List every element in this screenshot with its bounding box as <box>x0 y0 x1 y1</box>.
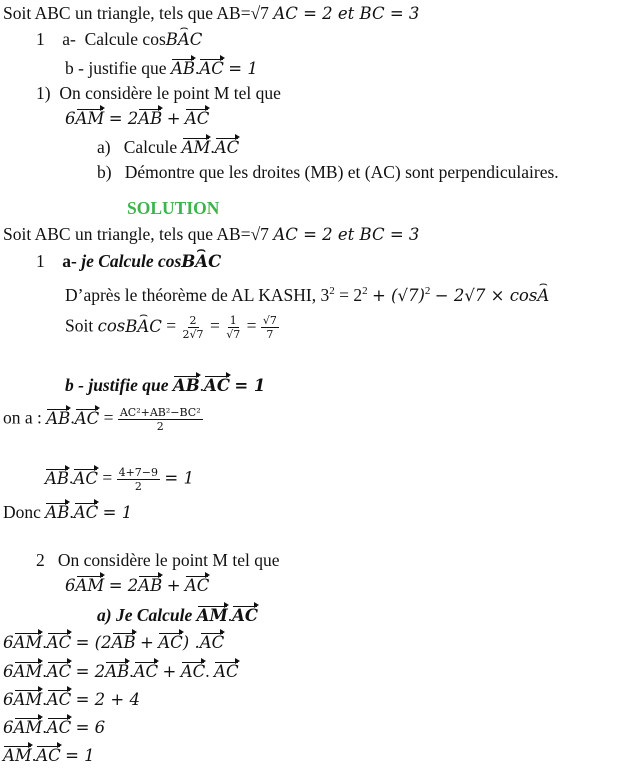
scalar-formula-line: on a : AB.AC = $\frac{\text{AC²+AB²−BC²}}{2}$ <box>3 406 201 433</box>
vector-ac: AC <box>46 690 72 709</box>
step-1: 6AM.AC = (2AB + AC) .AC <box>3 632 225 652</box>
p1b-text: b - justifie que <box>65 375 169 395</box>
calc-num: 4+7−9 <box>118 466 159 479</box>
question-2b <box>97 161 559 183</box>
eq-plus: + <box>166 576 181 595</box>
step-4: 6AM.AC = 6 <box>3 717 106 737</box>
fraction-2 <box>224 314 242 341</box>
vector-am: AM <box>3 746 32 765</box>
q2a-text: Calcule <box>123 137 178 157</box>
step1-rhs: ) . <box>182 633 200 652</box>
p1b-eq: = 1 <box>234 376 266 395</box>
vector-ab: AB <box>138 109 163 128</box>
angle-a: ⌢ A <box>537 285 549 307</box>
solution-heading: SOLUTION <box>127 198 220 218</box>
vector-ac: AC <box>184 109 210 128</box>
vector-ac: AC <box>46 633 72 652</box>
vector-ac: AC <box>73 468 98 488</box>
vector-am: AM <box>75 109 105 128</box>
step5-rhs: = 1 <box>65 746 95 765</box>
vector-ab: AB <box>46 408 71 428</box>
vector-ac: AC <box>46 662 72 681</box>
intro-math: AC = 2 et BC = 3 <box>273 4 420 23</box>
q2b-text: Démontre que les droites (MB) et (AC) sont perpendiculaires. <box>124 162 559 182</box>
donc-eq: = 1 <box>102 503 133 522</box>
frac1-den: 2√7 <box>182 328 204 341</box>
vector-ac: AC <box>204 376 230 395</box>
p2a-text: a) Je Calcule <box>97 605 193 625</box>
vector-am: AM <box>13 718 43 737</box>
vector-ac: AC <box>36 746 61 765</box>
solution-intro-math: AC = 2 et BC = 3 <box>273 225 420 244</box>
donc-text: Donc <box>3 502 41 522</box>
frac2-den: √7 <box>226 328 241 341</box>
eq-coef: 6 <box>65 576 76 595</box>
q1b-eq: = 1 <box>228 59 258 78</box>
frac1-num: 2 <box>189 314 197 327</box>
q2-text: On considère le point M tel que <box>59 83 281 103</box>
vector-ab: AB <box>105 662 130 681</box>
calc-fraction <box>117 466 160 493</box>
vector-ac: AC <box>214 138 240 157</box>
p1a-text: je Calcule cos <box>81 251 182 271</box>
kashi-end: + (√7) <box>371 285 425 305</box>
solution-1b-title: b - justifie que AB.AC = 1 <box>65 375 266 395</box>
step4-rhs: = 6 <box>75 718 106 737</box>
vector-am: AM <box>13 690 43 709</box>
vector-ab: AB <box>45 503 70 522</box>
q2b-label: b) <box>97 162 112 182</box>
kashi-text: D’après le théorème de AL KASHI, 3 <box>65 284 330 305</box>
kashi-mid: = 2 <box>339 284 363 305</box>
frac3-num: √7 <box>262 314 277 327</box>
vector-ac: AC <box>73 503 99 522</box>
vector-ac: AC <box>214 662 239 681</box>
donc-line: Donc AB.AC = 1 <box>3 502 133 522</box>
vector-ac: AC <box>133 662 159 681</box>
vector-ab: AB <box>111 633 136 652</box>
cos-result-line: Soit cos⌢ BAC = $\frac{2}{2√7}$ = $\frac{1}{√7}$ = $\frac{√7}{7}$ <box>65 314 279 341</box>
fraction-1 <box>181 314 206 341</box>
vector-ab: AB <box>45 468 70 488</box>
vector-am: AM <box>13 633 43 652</box>
kashi-tail: − 2√7 × cos <box>434 285 538 305</box>
vector-ab: AB <box>170 59 195 78</box>
question-2a: a) Calcule AM.AC <box>97 137 240 157</box>
q1-number: 1 <box>36 29 45 49</box>
calc-den: 2 <box>134 480 142 493</box>
eq-coef: 6 <box>65 109 76 128</box>
angle-bac: ⌢ BAC <box>181 251 221 273</box>
solution-2-equation <box>65 574 209 597</box>
eq-rhs: = 2 <box>108 576 139 595</box>
statement-intro <box>3 2 419 25</box>
vector-am: AM <box>75 576 105 595</box>
scalar-calc-line: AB.AC = $\frac{4+7-9}{2}$ = 1 <box>45 466 194 493</box>
on-a-text: on a : <box>3 407 42 428</box>
solution-2a-title: a) Je Calcule AM.AC <box>97 605 259 625</box>
p2-text: On considère le point M tel que <box>57 550 280 570</box>
vector-ac: AC <box>199 633 225 652</box>
solution-intro-text: Soit ABC un triangle, tels que AB=√7 <box>3 224 269 244</box>
formula-fraction <box>118 406 203 433</box>
vector-am: AM <box>196 606 228 625</box>
calc-eq: = 1 <box>164 468 194 488</box>
formula-num: AC²+AB²−BC² <box>119 406 201 419</box>
step-5: AM.AC = 1 <box>3 745 95 765</box>
vector-ac: AC <box>46 718 72 737</box>
q1a-text: Calcule cos <box>84 29 166 49</box>
q1a-label: a- <box>62 29 76 49</box>
cos-label: cos <box>97 316 126 336</box>
solution-2-title <box>36 549 280 571</box>
vector-ac: AC <box>158 633 183 652</box>
eq-plus: + <box>166 109 181 128</box>
p2-number: 2 <box>36 550 45 570</box>
vector-ac: AC <box>74 408 100 428</box>
step-3: 6AM.AC = 2 + 4 <box>3 689 140 709</box>
question-1b: b - justifie que AB.AC = 1 <box>65 58 258 78</box>
vector-am: AM <box>13 662 43 681</box>
angle-bac: ⌢ BAC <box>125 316 162 338</box>
frac3-den: 7 <box>266 328 274 341</box>
fraction-3 <box>261 314 279 341</box>
vector-ab: AB <box>138 576 163 595</box>
soit-text: Soit <box>65 315 94 336</box>
vector-ac: AC <box>184 576 210 595</box>
frac2-num: 1 <box>229 314 237 327</box>
angle-bac: ⌢ BAC <box>166 29 203 51</box>
question-1a <box>36 28 202 51</box>
q2a-label: a) <box>97 137 111 157</box>
vector-ac: AC <box>232 606 259 625</box>
vector-am: AM <box>181 138 211 157</box>
p1-number: 1 <box>36 251 45 271</box>
q2-number: 1) <box>36 83 51 103</box>
q1b-text: b - justifie que <box>65 58 167 78</box>
question-2-equation <box>65 107 209 130</box>
al-kashi-line: D’après le théorème de AL KASHI, $3^2 = 2^2 + (√7)^2 - 2√7$ × cos⌢ A <box>65 280 549 307</box>
step3-rhs: = 2 + 4 <box>75 690 140 709</box>
vector-ab: AB <box>172 376 200 395</box>
formula-den: 2 <box>156 420 164 433</box>
p1a-label: a- <box>62 251 77 271</box>
vector-ac: AC <box>180 662 206 681</box>
intro-text: Soit ABC un triangle, tels que AB=√7 <box>3 3 269 23</box>
solution-1a-title <box>36 250 221 273</box>
step-2: 6AM.AC = 2AB.AC + AC. AC <box>3 661 239 681</box>
vector-ac: AC <box>199 59 224 78</box>
eq-rhs: = 2 <box>108 109 139 128</box>
question-2 <box>36 82 281 104</box>
